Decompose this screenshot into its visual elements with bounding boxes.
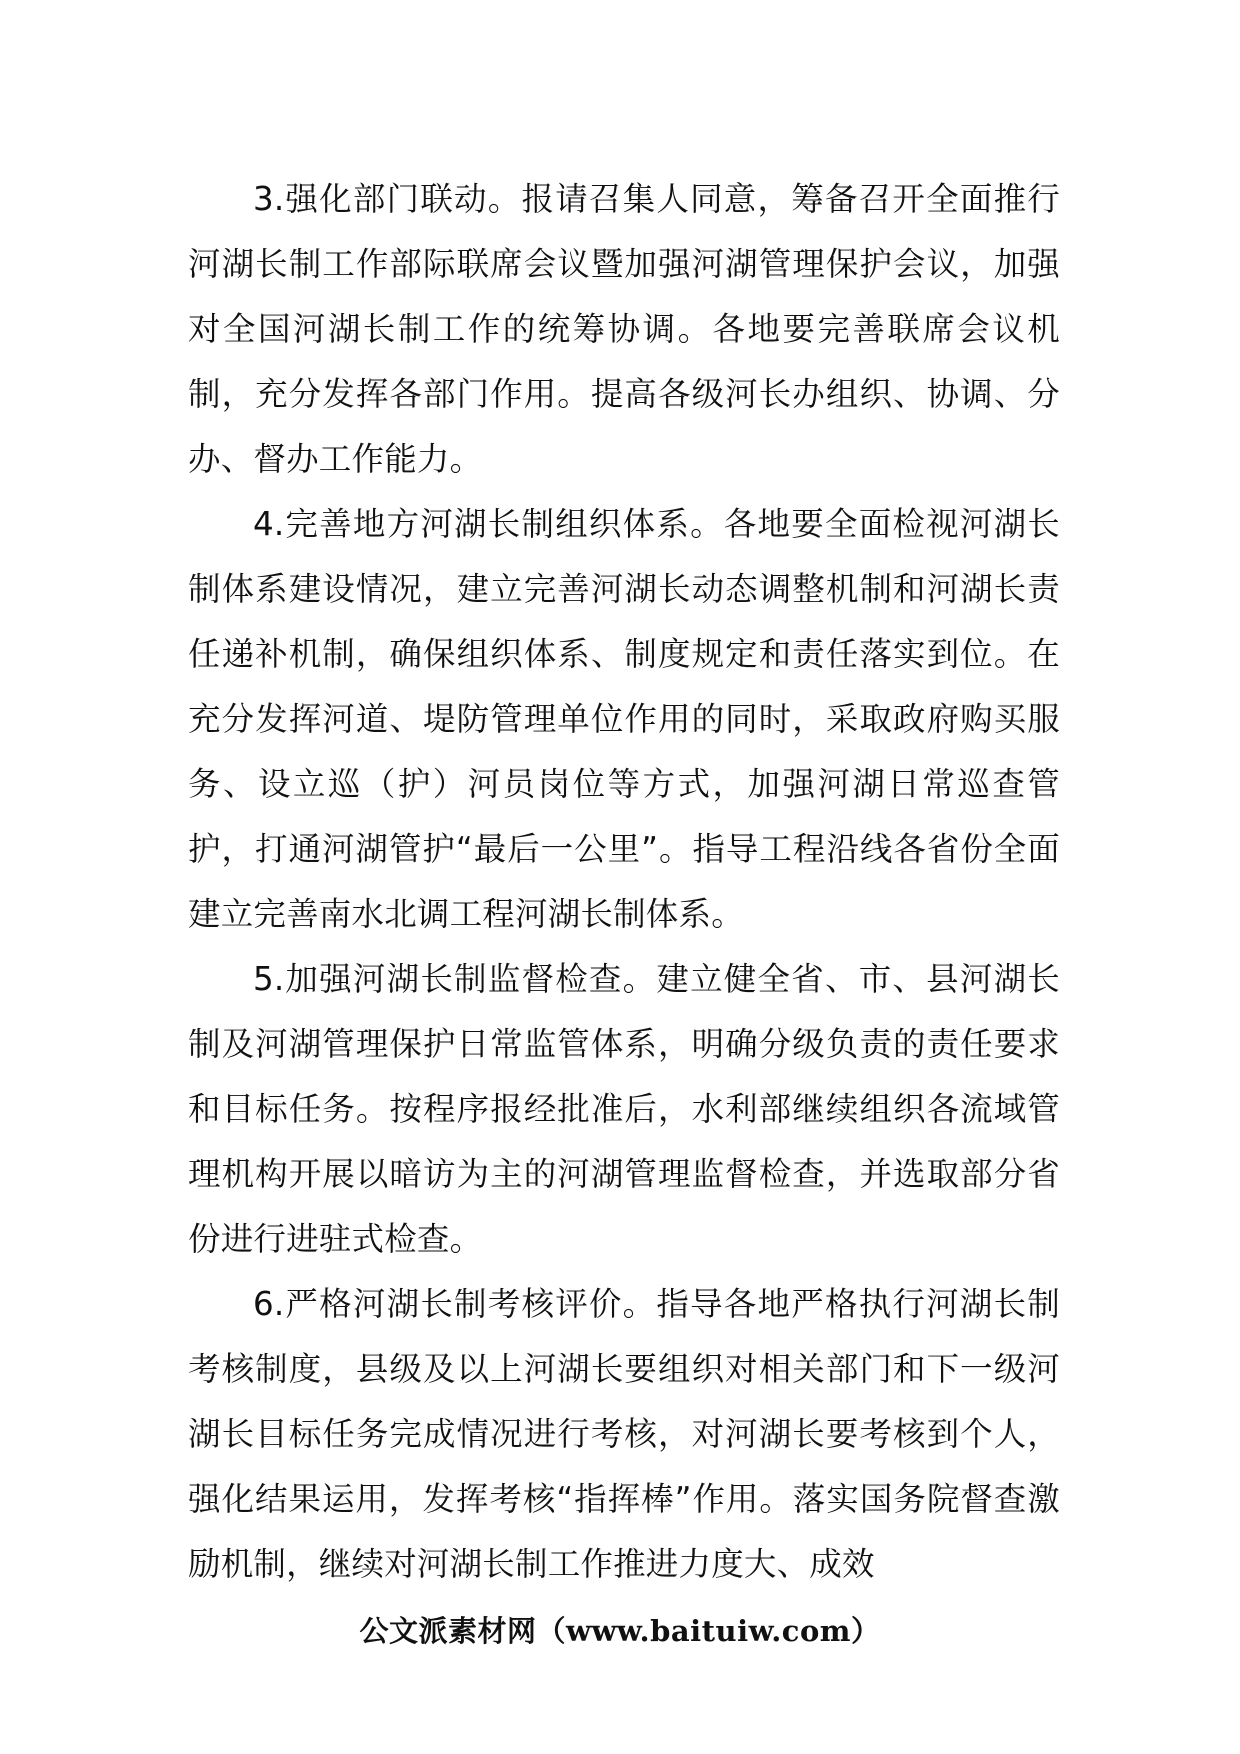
paragraph-6-assessment-evaluation: 6.严格河湖长制考核评价。指导各地严格执行河湖长制考核制度，县级及以上河湖长要组织对相关部门和下一级河湖长目标任务完成情况进行考核，对河湖长要考核到个人，强化结果运用，发挥考核“指挥棒”作用。落实国务院督查激励机制，继续对河湖长制工作推进力度大、成效 bbox=[188, 1285, 1060, 1583]
paragraph-3-strengthen-department-linkage: 3.强化部门联动。报请召集人同意，筹备召开全面推行河湖长制工作部际联席会议暨加强河湖管理保护会议，加强对全国河湖长制工作的统筹协调。各地要完善联席会议机制，充分发挥各部门作用。提高各级河长办组织、协调、分办、督办工作能力。 bbox=[188, 180, 1060, 478]
footer-watermark: 公文派素材网（www.baituiw.com） bbox=[359, 1614, 881, 1648]
document-body bbox=[188, 167, 1060, 1597]
paragraph-5-supervision-inspection: 5.加强河湖长制监督检查。建立健全省、市、县河湖长制及河湖管理保护日常监管体系，明确分级负责的责任要求和目标任务。按程序报经批准后，水利部继续组织各流域管理机构开展以暗访为主的河湖管理监督检查，并选取部分省份进行进驻式检查。 bbox=[188, 960, 1060, 1258]
paragraph-4-improve-local-system: 4.完善地方河湖长制组织体系。各地要全面检视河湖长制体系建设情况，建立完善河湖长动态调整机制和河湖长责任递补机制，确保组织体系、制度规定和责任落实到位。在充分发挥河道、堤防管理单位作用的同时，采取政府购买服务、设立巡（护）河员岗位等方式，加强河湖日常巡查管护，打通河湖管护“最后一公里”。指导工程沿线各省份全面建立完善南水北调工程河湖长制体系。 bbox=[188, 505, 1060, 933]
